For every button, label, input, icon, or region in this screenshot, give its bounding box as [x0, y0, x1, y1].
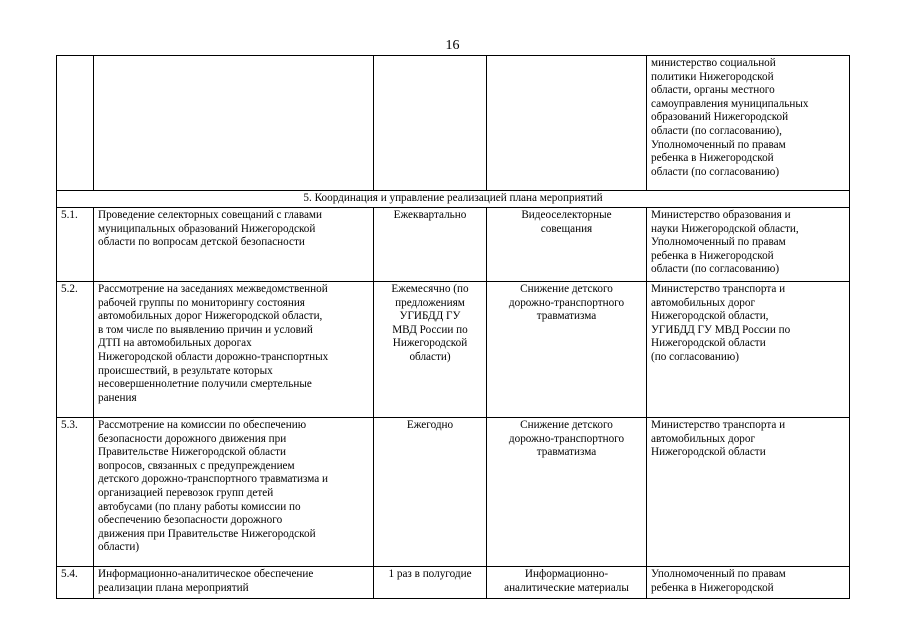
- cell-line: реализации плана мероприятий: [98, 581, 249, 594]
- cell-line: в том числе по выявлению причин и условий: [98, 323, 313, 336]
- cell-line: области (по согласованию),: [651, 124, 782, 137]
- cell-line: МВД России по: [392, 323, 468, 336]
- cell-period: [374, 208, 487, 282]
- cell-activity: [94, 418, 374, 567]
- cell-line: Ежеквартально: [393, 209, 467, 221]
- cell-line: Нижегородской области: [651, 337, 766, 350]
- cell-result: [487, 282, 647, 418]
- cell-line: вопросов, связанных с предупреждением: [98, 459, 295, 472]
- table-row: [57, 567, 850, 599]
- cell-period: [374, 282, 487, 418]
- cell-line: УГИБДД ГУ МВД России по: [651, 323, 791, 336]
- cell-line: области): [409, 350, 451, 363]
- cell-line: автомобильных дорог: [651, 432, 756, 445]
- cell-period: [374, 56, 487, 191]
- cell-line: травматизма: [536, 446, 597, 459]
- cell-result: [487, 56, 647, 191]
- row-number: 5.4.: [57, 567, 94, 599]
- cell-line: обеспечению безопасности дорожного: [98, 514, 283, 527]
- cell-line: травматизма: [536, 310, 597, 323]
- cell-line: автомобильных дорог Нижегородской области,: [98, 310, 323, 323]
- table-row: [57, 282, 850, 418]
- cell-line: аналитические материалы: [504, 581, 629, 594]
- cell-responsible: [647, 56, 850, 191]
- cell-line: Уполномоченный по правам: [651, 138, 786, 151]
- table-row: [57, 418, 850, 567]
- cell-line: Нижегородской области,: [651, 310, 769, 323]
- cell-line: Проведение селекторных совещаний с главами: [98, 209, 322, 221]
- cell-line: Министерство образования и: [651, 209, 791, 221]
- measures-table: [56, 55, 850, 599]
- cell-line: 1 раз в полугодие: [388, 568, 472, 580]
- cell-line: УГИБДД ГУ: [399, 310, 461, 323]
- cell-line: науки Нижегородской области,: [651, 222, 799, 235]
- cell-line: рабочей группы по мониторингу состояния: [98, 296, 305, 309]
- cell-line: Видеоселекторные: [521, 209, 612, 221]
- cell-line: Снижение детского: [520, 283, 613, 295]
- cell-line: политики Нижегородской: [651, 70, 774, 83]
- cell-line: дорожно-транспортного: [508, 432, 625, 445]
- table-row-continuation: [57, 56, 850, 191]
- cell-result: [487, 418, 647, 567]
- cell-line: области (по согласованию): [651, 165, 780, 178]
- cell-line: Снижение детского: [520, 419, 613, 431]
- cell-period: [374, 418, 487, 567]
- cell-period: [374, 567, 487, 599]
- cell-line: организацией перевозок групп детей: [98, 486, 274, 499]
- cell-line: области по вопросам детской безопасности: [98, 236, 305, 249]
- cell-line: ранения: [98, 391, 137, 404]
- cell-num: [57, 56, 94, 191]
- cell-activity: [94, 567, 374, 599]
- cell-activity: [94, 282, 374, 418]
- cell-line: Уполномоченный по правам: [651, 568, 786, 580]
- row-number: 5.3.: [57, 418, 94, 567]
- table-row: [57, 208, 850, 282]
- cell-line: Рассмотрение на заседаниях межведомственной: [98, 283, 328, 295]
- cell-line: образований Нижегородской: [651, 111, 789, 124]
- cell-activity: [94, 208, 374, 282]
- cell-line: Ежемесячно (по: [391, 283, 469, 295]
- cell-line: области): [98, 541, 140, 554]
- cell-line: безопасности дорожного движения при: [98, 432, 287, 445]
- cell-line: Уполномоченный по правам: [651, 236, 786, 249]
- cell-line: Нижегородской области: [651, 446, 766, 459]
- cell-line: дорожно-транспортного: [508, 296, 625, 309]
- cell-activity: [94, 56, 374, 191]
- cell-line: Информационно-: [524, 568, 609, 580]
- section-row: [57, 191, 850, 208]
- cell-line: Ежегодно: [406, 419, 454, 431]
- cell-line: самоуправления муниципальных: [651, 97, 809, 110]
- cell-line: совещания: [540, 222, 593, 235]
- cell-line: Информационно-аналитическое обеспечение: [98, 568, 314, 580]
- cell-line: происшествий, в результате которых: [98, 364, 273, 377]
- cell-result: [487, 208, 647, 282]
- cell-line: Министерство транспорта и: [651, 283, 786, 295]
- cell-line: (по согласованию): [651, 350, 739, 363]
- cell-line: Нижегородской: [392, 337, 468, 350]
- cell-responsible: [647, 418, 850, 567]
- cell-line: ребенка в Нижегородской: [651, 581, 774, 594]
- cell-responsible: [647, 208, 850, 282]
- cell-result: [487, 567, 647, 599]
- cell-line: муниципальных образований Нижегородской: [98, 222, 316, 235]
- cell-line: Правительстве Нижегородской области: [98, 446, 286, 459]
- cell-line: несовершеннолетние получили смертельные: [98, 378, 312, 391]
- row-number: 5.2.: [57, 282, 94, 418]
- cell-line: детского дорожно-транспортного травматизма и: [98, 473, 329, 486]
- cell-line: области (по согласованию): [651, 263, 780, 276]
- cell-line: Нижегородской области дорожно-транспортных: [98, 350, 329, 363]
- cell-responsible: [647, 567, 850, 599]
- cell-line: движения при Правительстве Нижегородской: [98, 527, 316, 540]
- cell-line: ребенка в Нижегородской: [651, 249, 774, 262]
- section-title: 5. Координация и управление реализацией плана мероприятий: [57, 191, 850, 208]
- page-number: 16: [445, 38, 460, 53]
- cell-line: Рассмотрение на комиссии по обеспечению: [98, 419, 307, 431]
- cell-line: ДТП на автомобильных дорогах: [98, 337, 252, 350]
- cell-line: ребенка в Нижегородской: [651, 152, 774, 165]
- cell-line: Министерство транспорта и: [651, 419, 786, 431]
- cell-line: области, органы местного: [651, 84, 775, 97]
- row-number: 5.1.: [57, 208, 94, 282]
- cell-responsible: [647, 282, 850, 418]
- cell-line: министерство социальной: [651, 57, 776, 69]
- cell-line: автомобильных дорог: [651, 296, 756, 309]
- cell-line: автобусами (по плану работы комиссии по: [98, 500, 301, 513]
- cell-line: предложениям: [395, 296, 465, 309]
